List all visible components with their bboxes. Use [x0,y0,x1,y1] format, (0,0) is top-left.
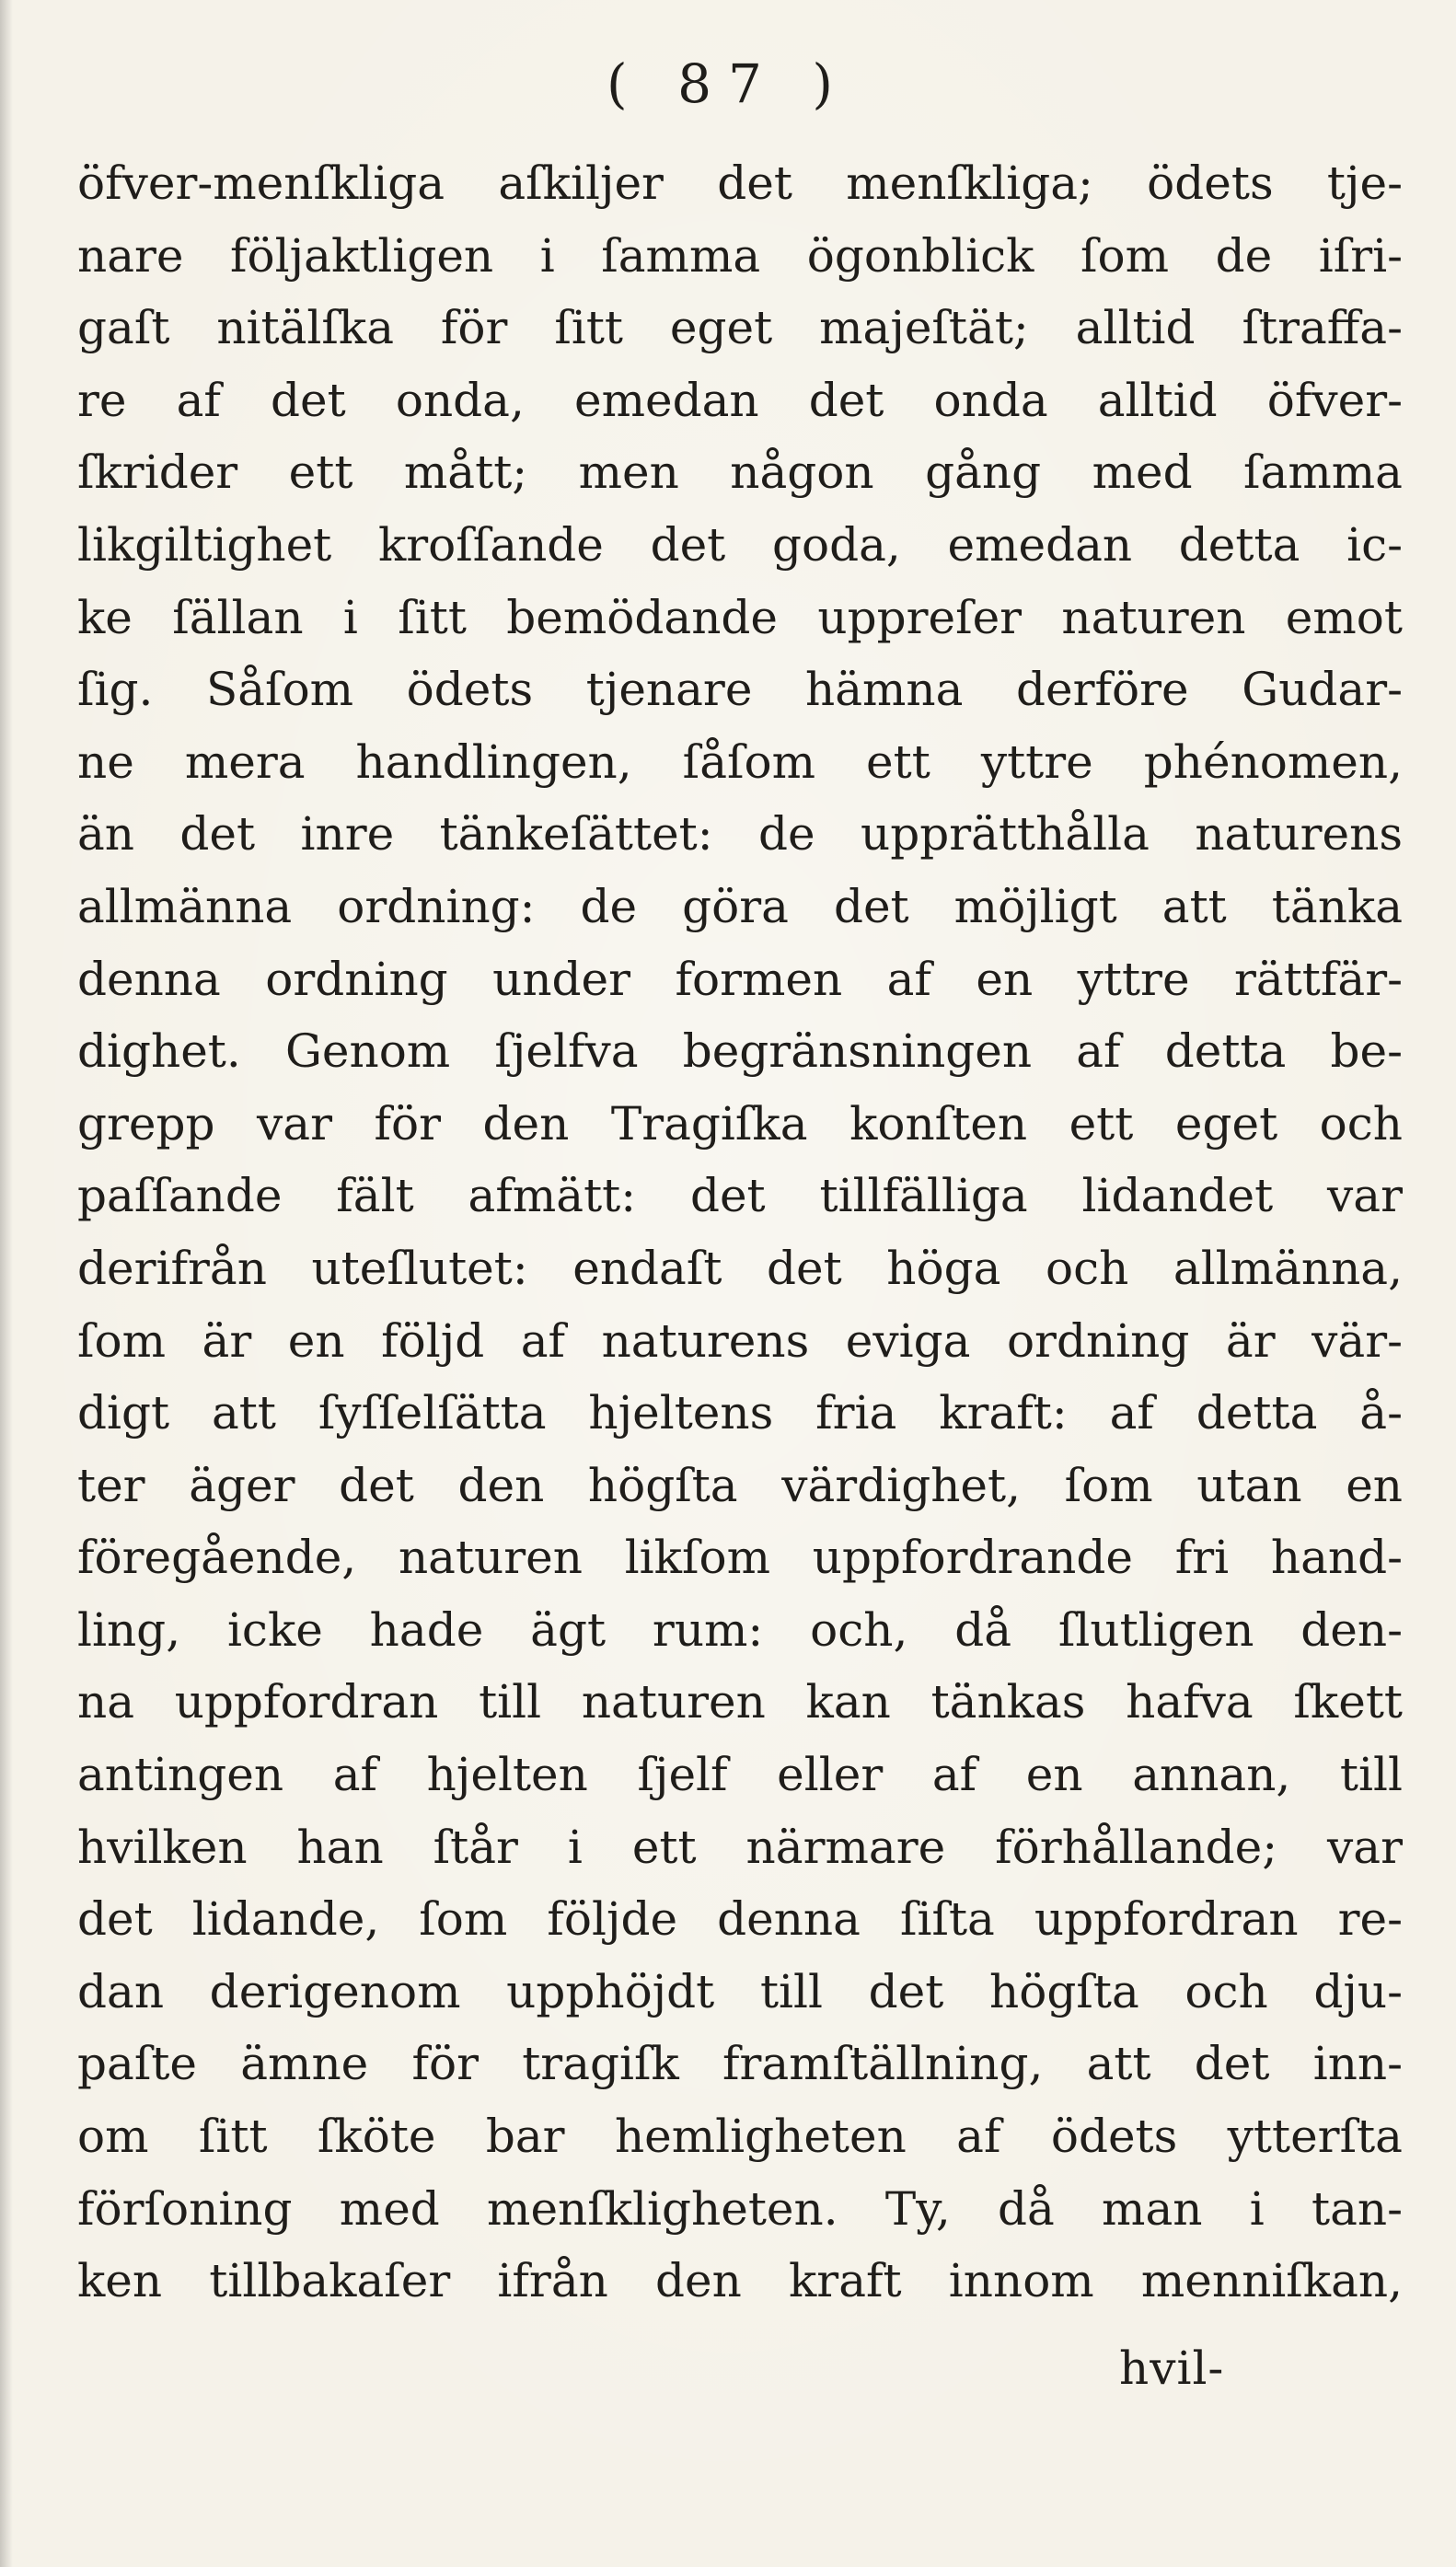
text-line: derifrån uteſlutet: endaſt det höga och allmänna, [77,1241,1403,1295]
text-line: allmänna ordning: de göra det möjligt att tänka [77,879,1403,933]
text-line: ſkrider ett mått; men någon gång med ſamma [77,445,1403,500]
spine-shadow [0,0,13,2567]
text-line: denna ordning under formen af en yttre rättfär- [77,952,1403,1006]
text-line: förſoning med menſkligheten. Ty, då man i tan- [77,2181,1403,2236]
text-line: ken tillbakaſer ifrån den kraft innom menniſkan, [77,2254,1403,2308]
text-line: antingen af hjelten ſjelf eller af en annan, till [77,1748,1403,1802]
text-line: digt att ſyſſelſätta hjeltens fria kraft: af detta å- [77,1386,1403,1440]
text-line: dighet. Genom ſjelfva begränsningen af detta be- [77,1024,1403,1079]
text-line: ke ſällan i ſitt bemödande uppreſer naturen emot [77,590,1403,644]
catchword: hvil- [1119,2342,1225,2395]
text-line: paſte ämne för tragiſk framſtällning, att det inn- [77,2037,1403,2091]
text-line: dan derigenom upphöjdt till det högſta och dju- [77,1964,1403,2018]
text-line: ſig. Såſom ödets tjenare hämna derföre Gudar- [77,663,1403,717]
text-line: ſom är en följd af naturens eviga ordning är vär- [77,1313,1403,1368]
text-line: ter äger det den högſta värdighet, ſom utan en [77,1458,1403,1512]
body-text [77,147,1403,2318]
text-line: gaſt nitälſka för ſitt eget majeſtät; alltid ſtraffa- [77,301,1403,355]
text-line: föregående, naturen likſom uppfordrande fri hand- [77,1531,1403,1585]
text-line: grepp var för den Tragiſka konſten ett eget och [77,1096,1403,1151]
text-line: paſſande fält afmätt: det tillfälliga lidandet var [77,1169,1403,1223]
text-line: ling, icke hade ägt rum: och, då ſlutligen den- [77,1602,1403,1657]
text-line: na uppfordran till naturen kan tänkas hafva ſkett [77,1675,1403,1729]
text-line: re af det onda, emedan det onda alltid öfver- [77,373,1403,427]
text-line: hvilken han ſtår i ett närmare förhållande; var [77,1820,1403,1874]
text-line: det lidande, ſom följde denna ſiſta uppfordran re- [77,1892,1403,1947]
text-line: ne mera handlingen, ſåſom ett yttre phénomen, [77,734,1403,789]
page-number: ( 87 ) [607,52,849,115]
text-line: än det inre tänkeſättet: de upprätthålla naturens [77,807,1403,861]
text-line: om ſitt ſköte bar hemligheten af ödets ytterſta [77,2110,1403,2164]
text-line: nare följaktligen i ſamma ögonblick ſom de iſri- [77,228,1403,283]
text-line: öfver-menſkliga aſkiljer det menſkliga; ödets tje- [77,156,1403,210]
text-line: likgiltighet kroſſande det goda, emedan detta ic- [77,517,1403,572]
